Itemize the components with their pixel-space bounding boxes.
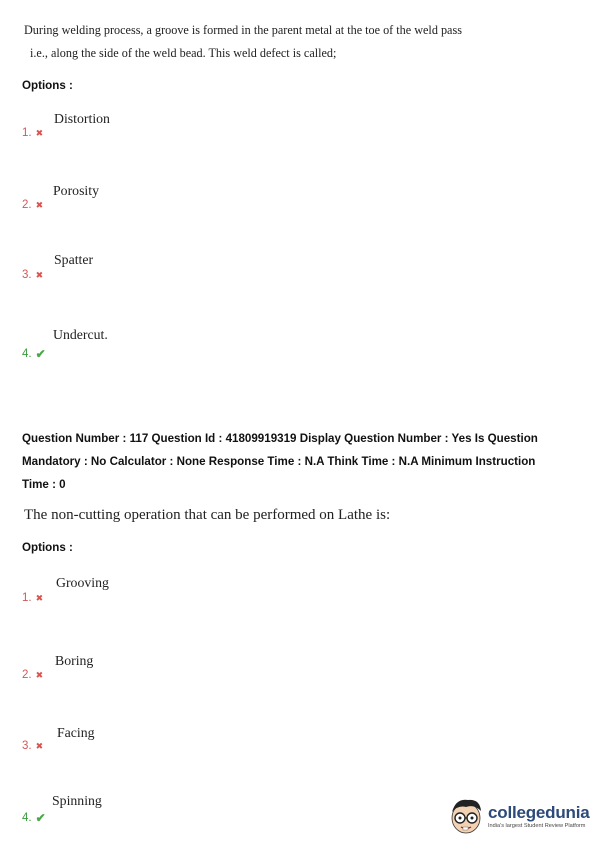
logo-tagline: India's largest Student Review Platform <box>488 823 586 829</box>
collegedunia-logo <box>448 796 590 836</box>
cross-icon: ✖ <box>35 740 44 751</box>
q1-option-num-2: 2. ✖ <box>22 199 44 211</box>
q1-option-num-4: 4. ✔ <box>22 347 46 361</box>
mascot-icon <box>448 796 486 836</box>
q2-option-num-1: 1. ✖ <box>22 592 44 604</box>
check-icon: ✔ <box>35 811 46 825</box>
q1-options-label: Options : <box>22 79 73 92</box>
q1-option-text-3: Spatter <box>54 252 94 267</box>
cross-icon: ✖ <box>35 269 44 280</box>
q2-option-text-2: Boring <box>55 653 94 668</box>
q1-text-line1: During welding process, a groove is formed in the parent metal at the toe of the weld pass <box>24 23 462 37</box>
logo-name: collegedunia <box>488 803 590 822</box>
q2-option-num-4: 4. ✔ <box>22 811 46 825</box>
q1-option-text-4: Undercut. <box>53 327 108 342</box>
cross-icon: ✖ <box>35 127 44 138</box>
q2-option-text-1: Grooving <box>56 575 109 590</box>
q1-option-num-3: 3. ✖ <box>22 269 44 281</box>
q2-meta <box>22 427 582 496</box>
q2-meta-line1: Question Number : 117 Question Id : 41809919319 Display Question Number : Yes Is Question <box>22 432 538 445</box>
check-icon: ✔ <box>35 347 46 361</box>
q2-option-num-2: 2. ✖ <box>22 669 44 681</box>
q1-option-text-1: Distortion <box>54 111 110 126</box>
q2-option-num-3: 3. ✖ <box>22 740 44 752</box>
q2-option-text-4: Spinning <box>52 793 102 808</box>
q2-text: The non-cutting operation that can be performed on Lathe is: <box>24 507 391 523</box>
q2-option-text-3: Facing <box>57 725 95 740</box>
q1-option-text-2: Porosity <box>53 183 99 198</box>
q1-option-num-1: 1. ✖ <box>22 127 44 139</box>
q2-meta-line3: Time : 0 <box>22 478 66 491</box>
q1-text-line2: i.e., along the side of the weld bead. This weld defect is called; <box>30 46 337 60</box>
q2-options-label: Options : <box>22 541 73 554</box>
q2-meta-line2: Mandatory : No Calculator : None Response Time : N.A Think Time : N.A Minimum Instruction <box>22 455 536 468</box>
cross-icon: ✖ <box>35 592 44 603</box>
cross-icon: ✖ <box>35 199 44 210</box>
cross-icon: ✖ <box>35 669 44 680</box>
